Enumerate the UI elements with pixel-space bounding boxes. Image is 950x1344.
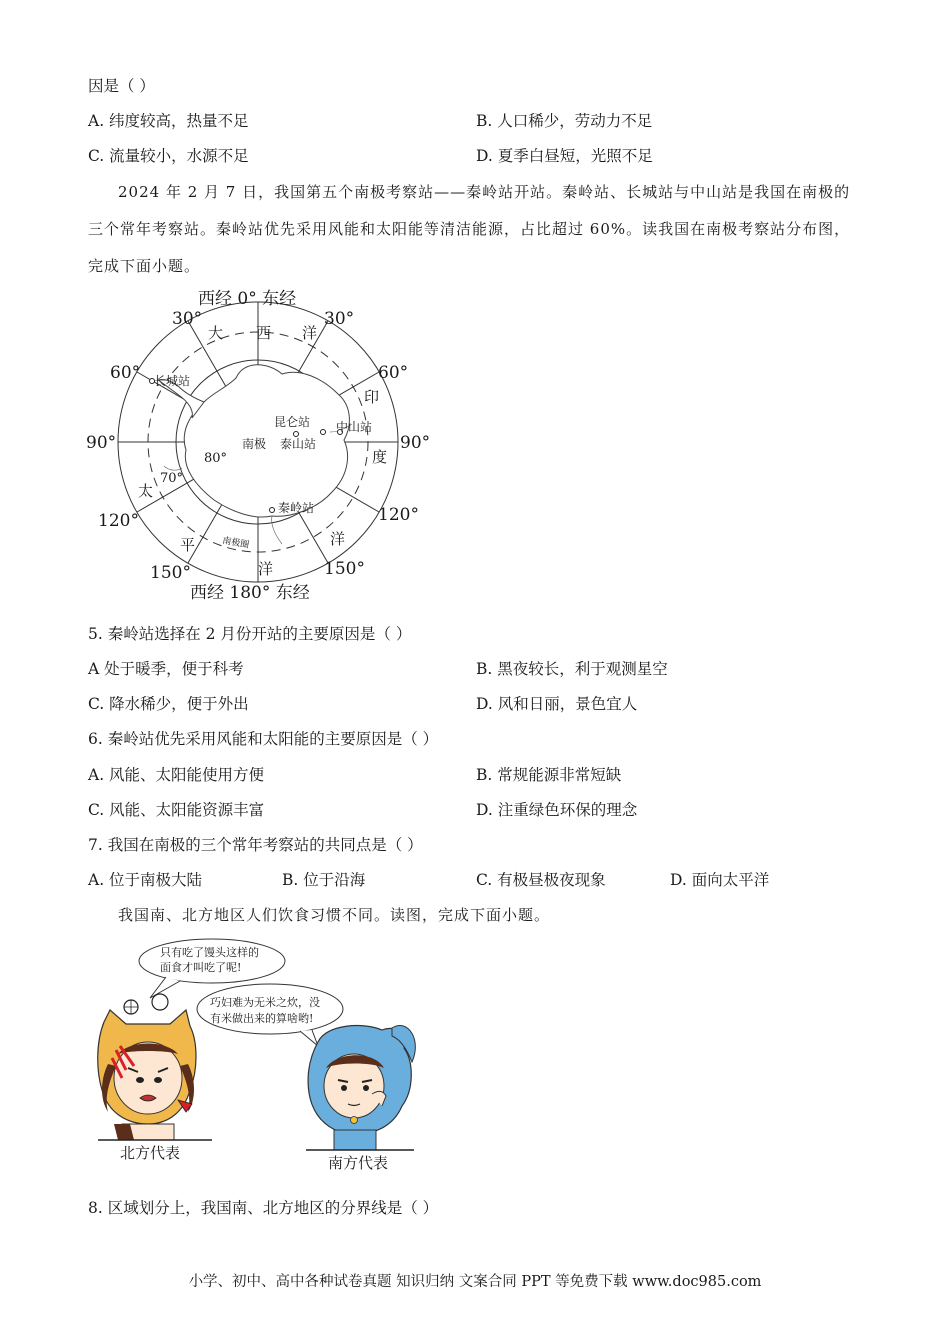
ocean-atlantic-xi: 西 [256, 324, 272, 342]
q7-option-a[interactable]: A. 位于南极大陆 [88, 871, 203, 889]
station-kunlun: 昆仑站 [274, 415, 311, 429]
ocean-indian-yin: 印 [364, 388, 380, 406]
lat-80-label: 80° [204, 451, 228, 466]
q5-stem: 5. 秦岭站选择在 2 月份开站的主要原因是（ ） [88, 625, 412, 643]
map-bottom-meridian-label: 西经 180° 东经 [190, 583, 310, 603]
lat-70-label: 70° [160, 471, 184, 486]
q4-option-a[interactable]: A. 纬度较高，热量不足 [88, 112, 249, 130]
q8-stem: 8. 区域划分上，我国南、北方地区的分界线是（ ） [88, 1199, 439, 1217]
q7-stem: 7. 我国在南极的三个常年考察站的共同点是（ ） [88, 836, 423, 854]
q7-option-d[interactable]: D. 面向太平洋 [670, 871, 770, 889]
lon-30e-label: 30° [324, 309, 355, 329]
south-pole-label: 南极 [242, 437, 267, 451]
q4-stem-end: 因是（ ） [88, 77, 155, 95]
q7-option-b[interactable]: B. 位于沿海 [282, 871, 366, 889]
bubble-south-line1: 巧妇难为无米之炊，没 [210, 996, 320, 1009]
map-top-meridian-label: 西经 0° 东经 [198, 289, 297, 309]
bubble-north-line1: 只有吃了馒头这样的 [160, 946, 259, 959]
q5-option-c[interactable]: C. 降水稀少，便于外出 [88, 695, 249, 713]
lon-90e-label: 90° [400, 433, 431, 453]
north-caption: 北方代表 [120, 1144, 181, 1162]
lon-90w-label: 90° [86, 433, 117, 453]
north-character [98, 1010, 212, 1140]
q5-option-b[interactable]: B. 黑夜较长，利于观测星空 [476, 660, 668, 678]
q4-option-d[interactable]: D. 夏季白昼短，光照不足 [476, 147, 653, 165]
q7-option-c[interactable]: C. 有极昼极夜现象 [476, 871, 606, 889]
lon-60w-label: 60° [110, 363, 141, 383]
antarctic-stations-map [80, 282, 440, 612]
ocean-atlantic-da: 大 [208, 324, 224, 342]
lon-30w-label: 30° [172, 309, 203, 329]
lon-150e-label: 150° [324, 559, 365, 579]
q4-option-b[interactable]: B. 人口稀少，劳动力不足 [476, 112, 653, 130]
q6-option-d[interactable]: D. 注重绿色环保的理念 [476, 801, 638, 819]
ocean-indian-yang: 洋 [330, 530, 346, 548]
q5-option-a[interactable]: A 处于暖季，便于科考 [88, 660, 244, 678]
page-footer: 小学、初中、高中各种试卷真题 知识归纳 文案合同 PPT 等免费下载 www.doc985.com [188, 1274, 762, 1290]
antarctic-circle-label: 南极圈 [221, 536, 250, 551]
bubble-north-line2: 面食才叫吃了呢! [160, 961, 242, 974]
q4-option-c[interactable]: C. 流量较小，水源不足 [88, 147, 249, 165]
q6-option-a[interactable]: A. 风能、太阳能使用方便 [88, 766, 265, 784]
ocean-pacific-tai: 太 [138, 482, 154, 500]
q6-option-c[interactable]: C. 风能、太阳能资源丰富 [88, 801, 265, 819]
bubble-south-line2: 有米做出来的算啥哟! [210, 1012, 314, 1025]
anger-puff-icon [124, 994, 168, 1014]
passage1-line1: 2024 年 2 月 7 日，我国第五个南极考察站——秦岭站开站。秦岭站、长城站与中山站是我国在南极的 [118, 183, 851, 201]
lon-120e-label: 120° [378, 505, 419, 525]
station-taishan: 泰山站 [280, 437, 317, 451]
q6-stem: 6. 秦岭站优先采用风能和太阳能的主要原因是（ ） [88, 730, 439, 748]
lon-150w-label: 150° [150, 563, 191, 583]
ocean-atlantic-yang: 洋 [302, 324, 318, 342]
station-changcheng: 长城站 [154, 374, 191, 388]
station-zhongshan: 中山站 [336, 420, 373, 434]
south-character [306, 1026, 415, 1150]
passage1-line2: 三个常年考察站。秦岭站优先采用风能和太阳能等清洁能源，占比超过 60%。读我国在南极考察站分布图， [88, 220, 851, 238]
q5-option-d[interactable]: D. 风和日丽，景色宜人 [476, 695, 638, 713]
q6-option-b[interactable]: B. 常规能源非常短缺 [476, 766, 622, 784]
ocean-indian-du: 度 [372, 448, 388, 466]
station-qinling: 秦岭站 [278, 501, 315, 515]
lon-60e-label: 60° [378, 363, 409, 383]
ocean-pacific-ping: 平 [180, 536, 196, 554]
diet-cartoon [90, 930, 430, 1180]
lon-120w-label: 120° [98, 511, 139, 531]
ocean-pacific-yang: 洋 [258, 560, 274, 578]
south-caption: 南方代表 [328, 1154, 389, 1172]
passage1-line3: 完成下面小题。 [88, 257, 201, 275]
passage2-line1: 我国南、北方地区人们饮食习惯不同。读图，完成下面小题。 [118, 906, 551, 924]
